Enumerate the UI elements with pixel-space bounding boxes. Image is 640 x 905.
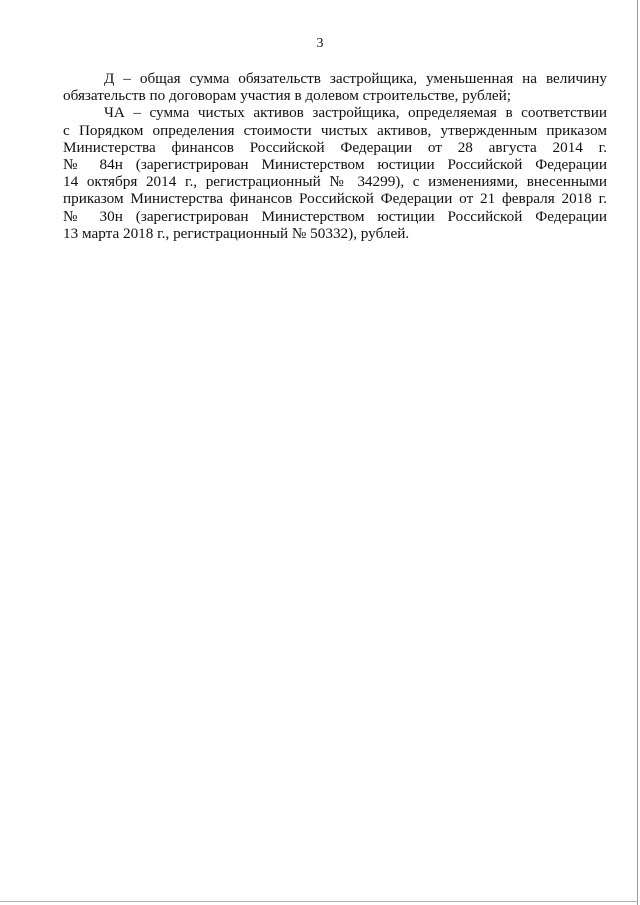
- text-line: приказом Министерства финансов Российской Федерации от 21 февраля 2018 г.: [63, 190, 607, 208]
- text-line: обязательств по договорам участия в долевом строительстве, рублей;: [63, 87, 511, 105]
- text-line: № 30н (зарегистрирован Министерством юстиции Российской Федерации: [63, 207, 607, 225]
- page-edge-right: [637, 0, 638, 905]
- text-line: Д – общая сумма обязательств застройщика, уменьшенная на величину: [104, 70, 607, 87]
- text-line: Министерства финансов Российской Федерации от 28 августа 2014 г.: [63, 138, 607, 156]
- text-line: с Порядком определения стоимости чистых активов, утвержденным приказом: [63, 121, 607, 139]
- paragraph-cha: [63, 104, 607, 242]
- text-line: ЧА – сумма чистых активов застройщика, определяемая в соответствии: [104, 104, 607, 122]
- text-line: № 84н (зарегистрирован Министерством юстиции Российской Федерации: [63, 156, 607, 174]
- paragraph-d: [63, 70, 607, 104]
- page-number: 3: [316, 36, 324, 51]
- page-edge-bottom: [0, 901, 638, 902]
- text-line: 13 марта 2018 г., регистрационный № 50332), рублей.: [63, 224, 410, 242]
- text-line: 14 октября 2014 г., регистрационный № 34299), с изменениями, внесенными: [63, 173, 607, 191]
- body-text: [63, 70, 607, 242]
